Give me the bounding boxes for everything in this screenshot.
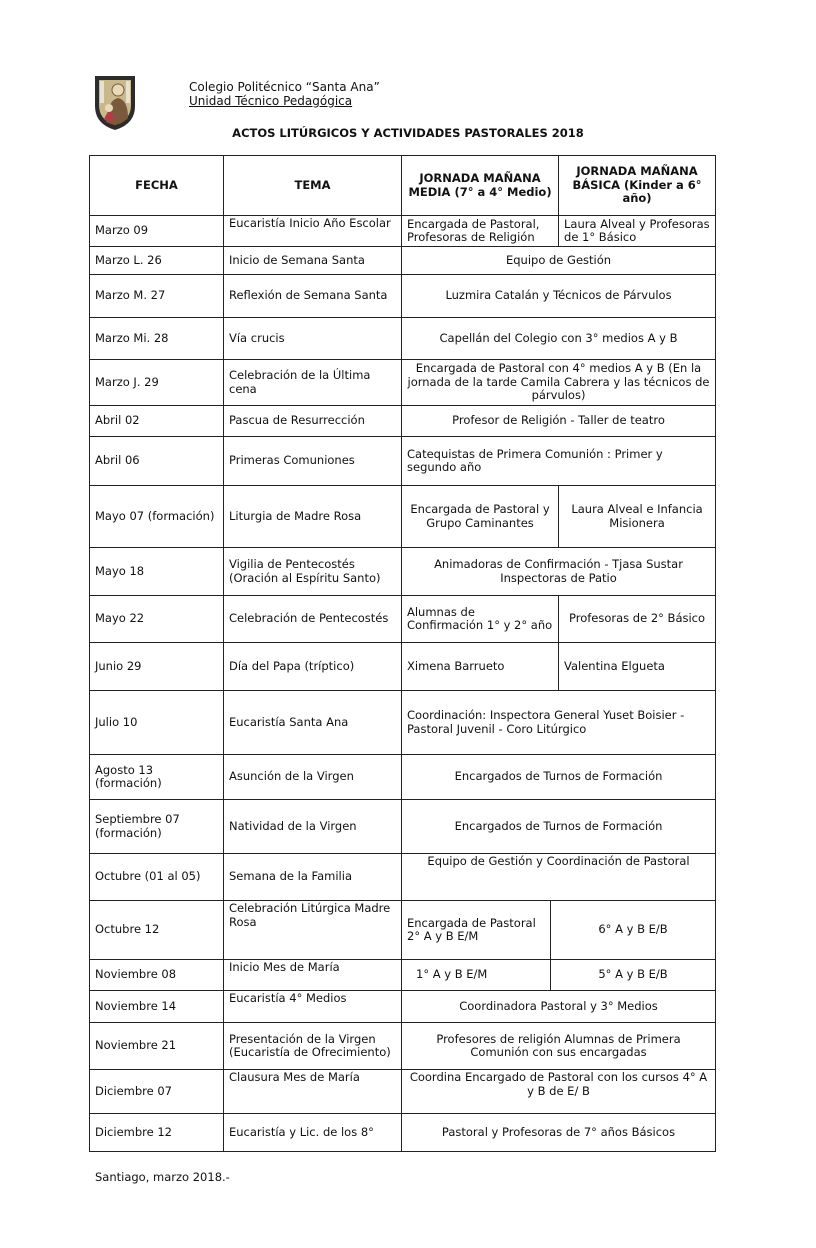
- table-row: [90, 991, 716, 1023]
- cell-fecha: Noviembre 21: [90, 1023, 224, 1070]
- school-name: Colegio Politécnico “Santa Ana”: [189, 80, 380, 94]
- cell-fecha: Marzo Mi. 28: [90, 318, 224, 360]
- cell-responsables: Catequistas de Primera Comunión : Primer y segundo año: [402, 437, 716, 486]
- table-row: [90, 1114, 716, 1152]
- table-row: [90, 755, 716, 800]
- column-header-fecha: FECHA: [90, 156, 224, 216]
- table-row: [90, 800, 716, 854]
- table-row: [90, 854, 716, 901]
- cell-fecha: Marzo L. 26: [90, 247, 224, 275]
- cell-responsables: Equipo de Gestión: [402, 247, 716, 275]
- cell-fecha: Octubre 12: [90, 901, 224, 960]
- cell-fecha: Mayo 18: [90, 548, 224, 596]
- cell-fecha: Marzo J. 29: [90, 360, 224, 406]
- cell-responsables: Coordinación: Inspectora General Yuset Boisier - Pastoral Juvenil - Coro Litúrgico: [402, 691, 716, 755]
- cell-tema: Vigilia de Pentecostés (Oración al Espíritu Santo): [224, 548, 402, 596]
- cell-fecha: Octubre (01 al 05): [90, 854, 224, 901]
- cell-media: Alumnas de Confirmación 1° y 2° año: [402, 596, 559, 643]
- school-crest-icon: [92, 72, 138, 132]
- cell-fecha: Julio 10: [90, 691, 224, 755]
- cell-responsables: Encargada de Pastoral con 4° medios A y B (En la jornada de la tarde Camila Cabrera y las técnicos de párvulos): [402, 360, 716, 406]
- cell-fecha: Junio 29: [90, 643, 224, 691]
- cell-fecha: Marzo M. 27: [90, 275, 224, 318]
- cell-basica: Laura Alveal e Infancia Misionera: [559, 486, 716, 548]
- cell-tema: Asunción de la Virgen: [224, 755, 402, 800]
- cell-tema: Natividad de la Virgen: [224, 800, 402, 854]
- cell-fecha: Diciembre 12: [90, 1114, 224, 1152]
- cell-tema: Vía crucis: [224, 318, 402, 360]
- table-row: [90, 406, 716, 437]
- table-row: [90, 318, 716, 360]
- cell-responsables: Capellán del Colegio con 3° medios A y B: [402, 318, 716, 360]
- cell-tema: Eucaristía Inicio Año Escolar: [224, 216, 402, 247]
- cell-tema: Inicio de Semana Santa: [224, 247, 402, 275]
- cell-fecha: Agosto 13 (formación): [90, 755, 224, 800]
- cell-tema: Eucaristía y Lic. de los 8°: [224, 1114, 402, 1152]
- cell-basica: 6° A y B E/B: [551, 901, 716, 960]
- document-title: ACTOS LITÚRGICOS Y ACTIVIDADES PASTORALES 2018: [232, 126, 584, 140]
- table-header-row: [90, 156, 716, 216]
- cell-fecha: Diciembre 07: [90, 1070, 224, 1114]
- table-row: [90, 596, 716, 643]
- cell-fecha: Marzo 09: [90, 216, 224, 247]
- cell-fecha: Noviembre 14: [90, 991, 224, 1023]
- cell-fecha: Abril 02: [90, 406, 224, 437]
- cell-tema: Liturgia de Madre Rosa: [224, 486, 402, 548]
- cell-tema: Eucaristía 4° Medios: [224, 991, 402, 1023]
- cell-responsables: Profesor de Religión - Taller de teatro: [402, 406, 716, 437]
- table-row: [90, 901, 716, 960]
- cell-tema: Eucaristía Santa Ana: [224, 691, 402, 755]
- table-row: [90, 275, 716, 318]
- cell-basica: Valentina Elgueta: [559, 643, 716, 691]
- cell-fecha: Septiembre 07 (formación): [90, 800, 224, 854]
- cell-tema: Primeras Comuniones: [224, 437, 402, 486]
- cell-responsables: Encargados de Turnos de Formación: [402, 800, 716, 854]
- cell-fecha: Abril 06: [90, 437, 224, 486]
- cell-tema: Reflexión de Semana Santa: [224, 275, 402, 318]
- cell-fecha: Noviembre 08: [90, 960, 224, 991]
- cell-tema: Día del Papa (tríptico): [224, 643, 402, 691]
- cell-tema: Clausura Mes de María: [224, 1070, 402, 1114]
- cell-fecha: Mayo 22: [90, 596, 224, 643]
- cell-fecha: Mayo 07 (formación): [90, 486, 224, 548]
- cell-tema: Celebración Litúrgica Madre Rosa: [224, 901, 402, 960]
- cell-responsables: Coordinadora Pastoral y 3° Medios: [402, 991, 716, 1023]
- unit-name: Unidad Técnico Pedagógica: [189, 94, 353, 108]
- cell-tema: Inicio Mes de María: [224, 960, 402, 991]
- cell-media: Encargada de Pastoral y Grupo Caminantes: [402, 486, 559, 548]
- column-header-media: JORNADA MAÑANA MEDIA (7° a 4° Medio): [402, 156, 559, 216]
- column-header-tema: TEMA: [224, 156, 402, 216]
- schedule-table: [89, 155, 716, 1152]
- cell-media: 1° A y B E/M: [402, 960, 551, 991]
- cell-media: Encargada de Pastoral, Profesoras de Religión: [402, 216, 559, 247]
- cell-media: Encargada de Pastoral 2° A y B E/M: [402, 901, 551, 960]
- cell-responsables: Equipo de Gestión y Coordinación de Pastoral: [402, 854, 716, 901]
- table-row: [90, 437, 716, 486]
- cell-basica: Profesoras de 2° Básico: [559, 596, 716, 643]
- cell-responsables: Encargados de Turnos de Formación: [402, 755, 716, 800]
- table-row: [90, 691, 716, 755]
- cell-responsables: Pastoral y Profesoras de 7° años Básicos: [402, 1114, 716, 1152]
- table-row: [90, 486, 716, 548]
- cell-tema: Pascua de Resurrección: [224, 406, 402, 437]
- cell-tema: Semana de la Familia: [224, 854, 402, 901]
- table-row: [90, 1023, 716, 1070]
- cell-responsables: Luzmira Catalán y Técnicos de Párvulos: [402, 275, 716, 318]
- cell-tema: Presentación de la Virgen (Eucaristía de Ofrecimiento): [224, 1023, 402, 1070]
- cell-tema: Celebración de Pentecostés: [224, 596, 402, 643]
- table-row: [90, 643, 716, 691]
- table-row: [90, 960, 716, 991]
- cell-responsables: Animadoras de Confirmación - Tjasa Sustar Inspectoras de Patio: [402, 548, 716, 596]
- cell-responsables: Profesores de religión Alumnas de Primera Comunión con sus encargadas: [402, 1023, 716, 1070]
- cell-basica: 5° A y B E/B: [551, 960, 716, 991]
- column-header-basica: JORNADA MAÑANA BÁSICA (Kinder a 6° año): [559, 156, 716, 216]
- table-row: [90, 216, 716, 247]
- cell-responsables: Coordina Encargado de Pastoral con los cursos 4° A y B de E/ B: [402, 1070, 716, 1114]
- table-row: [90, 360, 716, 406]
- table-row: [90, 1070, 716, 1114]
- cell-media: Ximena Barrueto: [402, 643, 559, 691]
- table-row: [90, 548, 716, 596]
- cell-basica: Laura Alveal y Profesoras de 1° Básico: [559, 216, 716, 247]
- cell-tema: Celebración de la Última cena: [224, 360, 402, 406]
- table-row: [90, 247, 716, 275]
- footer-place-date: Santiago, marzo 2018.-: [95, 1170, 230, 1184]
